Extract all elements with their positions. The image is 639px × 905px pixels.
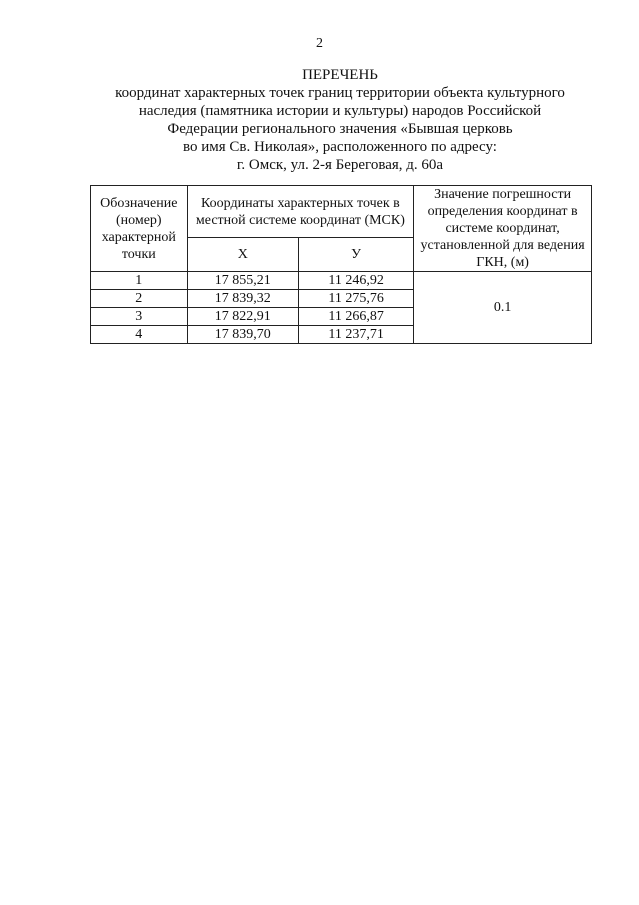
coordinate-x: 17 839,70 [187,326,298,344]
error-value: 0.1 [414,272,592,344]
coordinate-y: 11 275,76 [298,290,413,308]
point-number: 4 [91,326,188,344]
table-row [91,272,592,290]
coordinate-x: 17 855,21 [187,272,298,290]
heading-line: во имя Св. Николая», расположенного по адресу: [183,139,497,155]
heading-line: координат характерных точек границ территории объекта культурного [115,85,565,101]
coordinate-y: 11 246,92 [298,272,413,290]
header-error: Значение погрешности определения координат в системе координат, установленной для ведения ГКН, (м) [414,186,592,272]
coordinates-table [90,185,592,344]
coordinate-x: 17 822,91 [187,308,298,326]
header-y: У [298,238,413,272]
coordinate-y: 11 266,87 [298,308,413,326]
header-point-number: Обозначение (номер) характерной точки [91,186,188,272]
document-title: ПЕРЕЧЕНЬ [302,67,378,83]
coordinate-x: 17 839,32 [187,290,298,308]
header-x: X [187,238,298,272]
heading-line: Федерации регионального значения «Бывшая церковь [167,121,513,137]
point-number: 3 [91,308,188,326]
point-number: 1 [91,272,188,290]
coordinate-y: 11 237,71 [298,326,413,344]
heading-line: наследия (памятника истории и культуры) народов Российской [138,103,542,119]
table-header-row [91,186,592,238]
header-coordinates: Координаты характерных точек в местной системе координат (МСК) [187,186,414,238]
document-heading [60,66,620,174]
point-number: 2 [91,290,188,308]
page-number: 2 [316,36,323,51]
address-line: г. Омск, ул. 2-я Береговая, д. 60а [236,157,444,173]
